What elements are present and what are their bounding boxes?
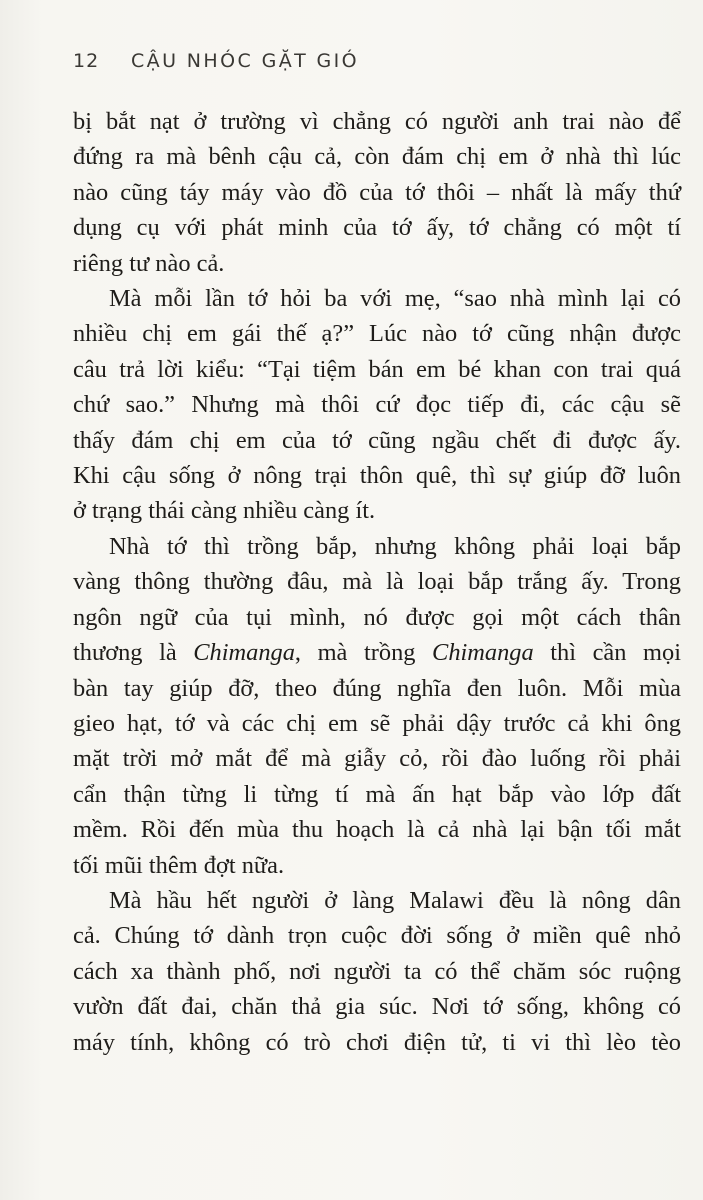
- book-title: CẬU NHÓC GẶT GIÓ: [131, 50, 360, 72]
- page-number: 12: [73, 50, 100, 72]
- italic-term: Chimanga: [193, 639, 295, 667]
- text-line: gieo hạt, tớ và các chị em sẽ phải dậy trước cả khi ông: [73, 709, 681, 737]
- text-line: bị bắt nạt ở trường vì chẳng có người anh trai nào để: [73, 108, 681, 135]
- text-line: máy tính, không có trò chơi điện tử, ti vi thì lèo tèo: [73, 1028, 681, 1056]
- text-line: riêng tư nào cả.: [73, 249, 225, 277]
- text-line: mềm. Rồi đến mùa thu hoạch là cả nhà lại bận tối mắt: [73, 816, 681, 844]
- text-line-rich: thương là Chimanga, mà trồng Chimanga thì cần mọi: [73, 639, 681, 667]
- text-line: đứng ra mà bênh cậu cả, còn đám chị em ở nhà thì lúc: [73, 143, 681, 171]
- text-line: nhiều chị em gái thế ạ?” Lúc nào tớ cũng nhận được: [73, 320, 681, 348]
- italic-term: Chimanga: [432, 639, 534, 667]
- paragraph: [73, 104, 681, 281]
- running-head: [73, 50, 359, 72]
- paragraph: [73, 281, 681, 529]
- paragraph: [73, 529, 681, 883]
- text-line: cách xa thành phố, nơi người ta có thể chăm sóc ruộng: [73, 957, 681, 985]
- text-line: Nhà tớ thì trồng bắp, nhưng không phải loại bắp: [109, 532, 681, 560]
- text-line: Mà mỗi lần tớ hỏi ba với mẹ, “sao nhà mình lại có: [109, 285, 681, 313]
- text-line: cẩn thận từng li từng tí mà ấn hạt bắp vào lớp đất: [73, 780, 681, 808]
- text-line: ngôn ngữ của tụi mình, nó được gọi một cách thân: [73, 603, 681, 631]
- paragraph: [73, 883, 681, 1060]
- text-line: mặt trời mở mắt để mà giẫy cỏ, rồi đào luống rồi phải: [73, 745, 681, 773]
- text-line: cả. Chúng tớ dành trọn cuộc đời sống ở miền quê nhỏ: [73, 922, 681, 950]
- text-line: chứ sao.” Nhưng mà thôi cứ đọc tiếp đi, các cậu sẽ: [73, 391, 681, 419]
- text-line: nào cũng táy máy vào đồ của tớ thôi – nhất là mấy thứ: [73, 178, 681, 206]
- text-line: ở trạng thái càng nhiều càng ít.: [73, 497, 376, 525]
- text-line: bàn tay giúp đỡ, theo đúng nghĩa đen luôn. Mỗi mùa: [73, 674, 681, 702]
- text-line: Khi cậu sống ở nông trại thôn quê, thì sự giúp đỡ luôn: [73, 462, 681, 490]
- text-line: dụng cụ với phát minh của tớ ấy, tớ chẳng có một tí: [73, 214, 681, 242]
- text-line: câu trả lời kiểu: “Tại tiệm bán em bé khan con trai quá: [73, 355, 681, 383]
- text-line: tối mũi thêm đợt nữa.: [73, 851, 285, 879]
- body-text: [73, 104, 681, 1060]
- text-line: vườn đất đai, chăn thả gia súc. Nơi tớ sống, không có: [73, 993, 681, 1021]
- text-line: vàng thông thường đâu, mà là loại bắp trắng ấy. Trong: [73, 568, 681, 596]
- text-line: thấy đám chị em của tớ cũng ngầu chết đi được ấy.: [73, 426, 681, 454]
- text-line: Mà hầu hết người ở làng Malawi đều là nông dân: [109, 886, 681, 914]
